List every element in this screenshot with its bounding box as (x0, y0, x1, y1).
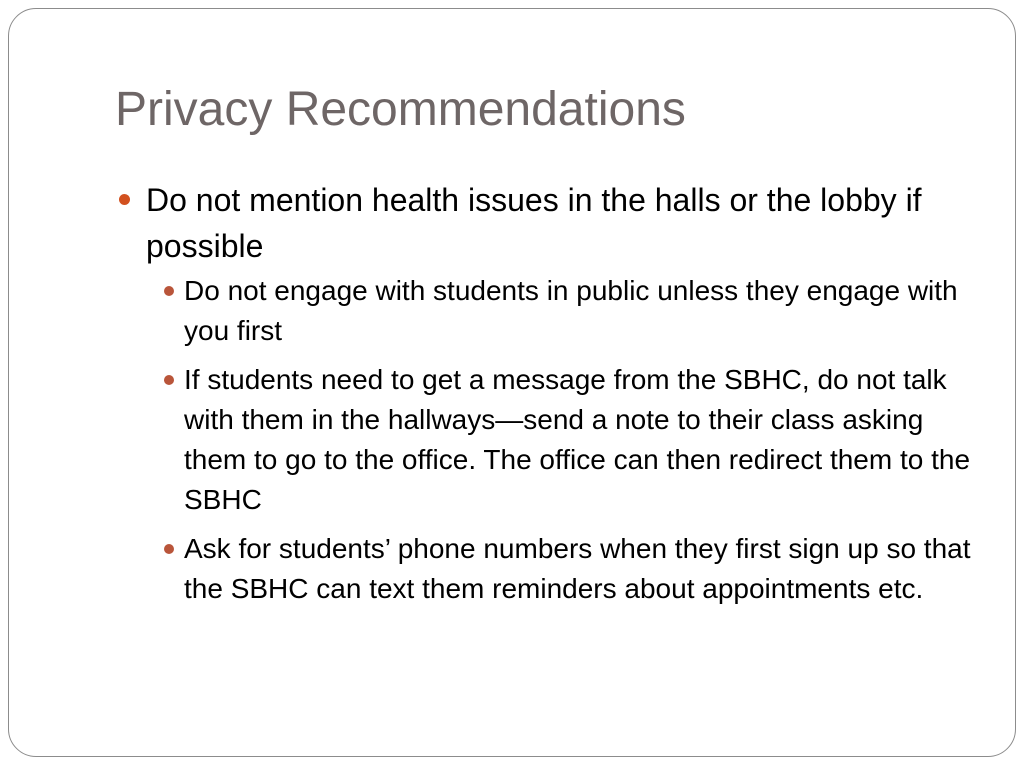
sub-bullet-item (115, 271, 975, 351)
sub-bullet-list (115, 271, 975, 609)
main-bullet-item (115, 177, 975, 269)
sub-bullet-text: Do not engage with students in public unless they engage with you first (184, 275, 958, 346)
bullet-icon (164, 375, 174, 385)
slide-content (115, 177, 975, 618)
sub-bullet-text: If students need to get a message from the SBHC, do not talk with them in the hallways—send a note to their class asking them to go to the office. The office can then redirect them to the SBHC (184, 364, 971, 515)
slide-frame (8, 8, 1016, 757)
sub-bullet-item (115, 360, 975, 520)
bullet-icon (164, 286, 174, 296)
sub-bullet-item (115, 529, 975, 609)
main-bullet-text: Do not mention health issues in the halls or the lobby if possible (146, 182, 922, 264)
slide-title: Privacy Recommendations (115, 83, 686, 136)
bullet-icon (119, 194, 130, 205)
bullet-icon (164, 544, 174, 554)
sub-bullet-text: Ask for students’ phone numbers when they first sign up so that the SBHC can text them reminders about appointments etc. (184, 533, 971, 604)
